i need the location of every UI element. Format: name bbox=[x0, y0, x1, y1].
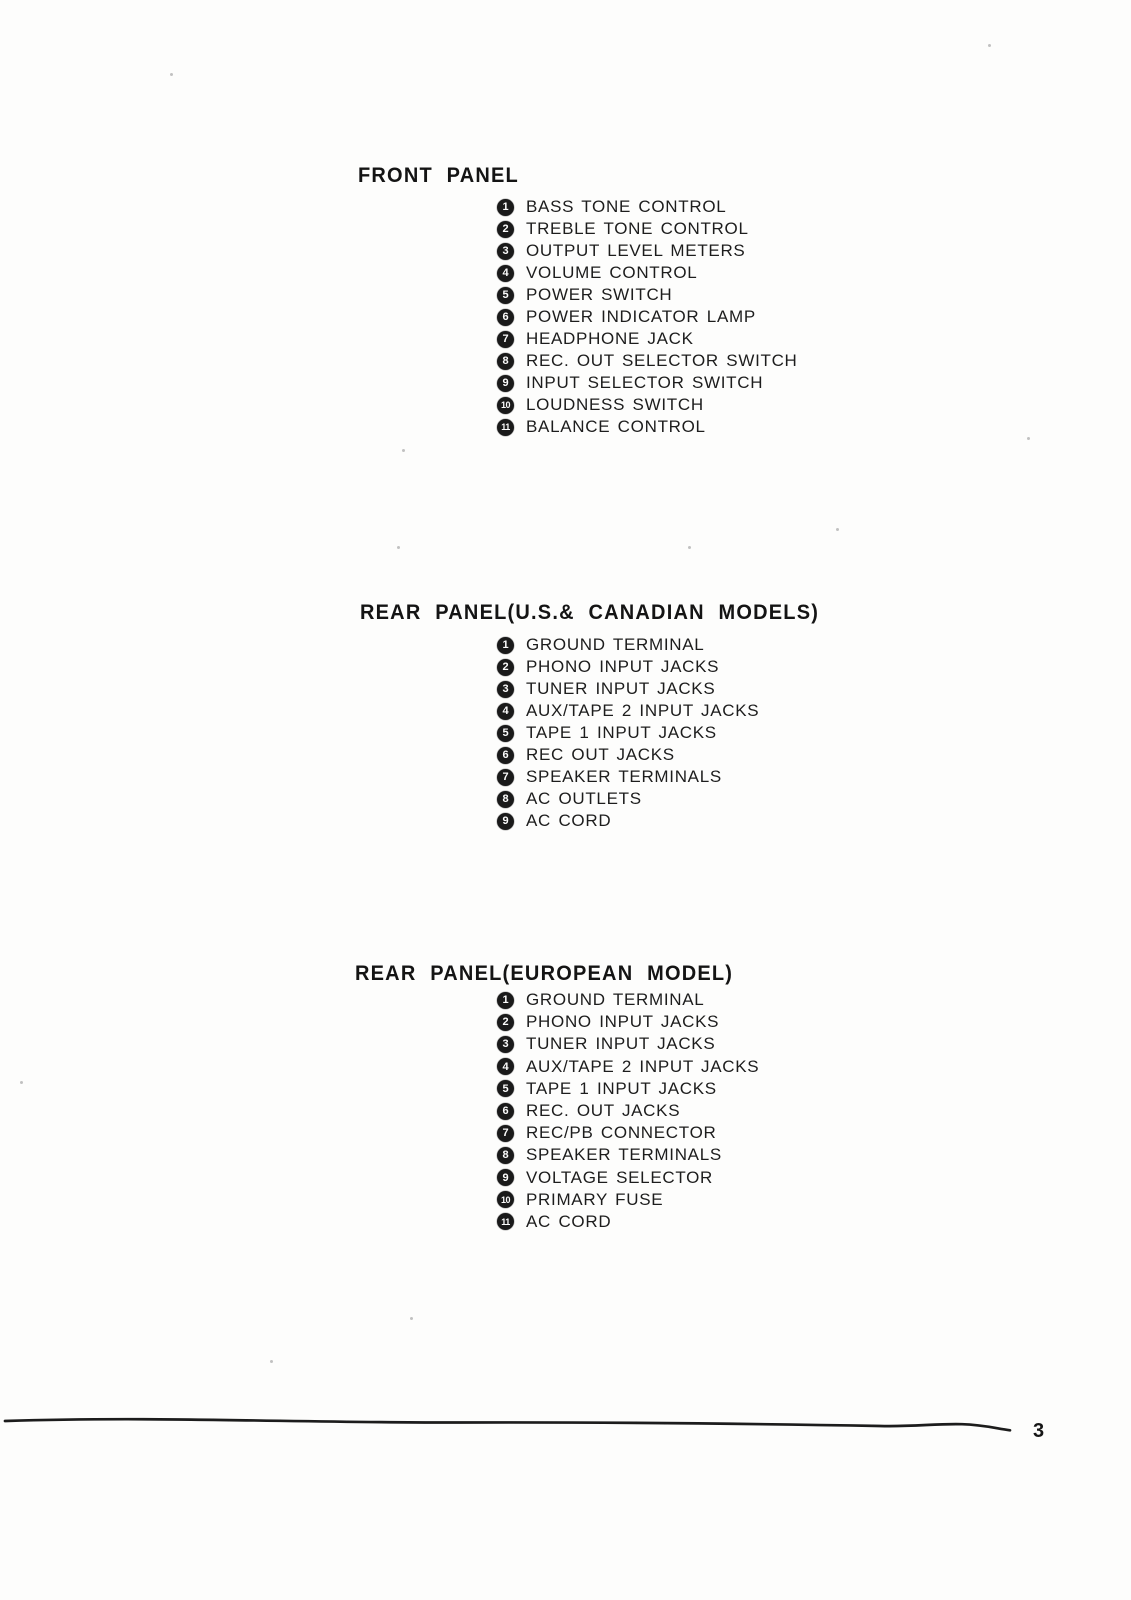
list-item bbox=[497, 788, 759, 810]
item-number-badge: 5 bbox=[497, 725, 514, 742]
item-label: REC/PB CONNECTOR bbox=[526, 1123, 717, 1143]
item-number-badge: 9 bbox=[497, 1169, 514, 1186]
item-label: VOLUME CONTROL bbox=[526, 263, 698, 282]
item-number-badge: 10 bbox=[497, 397, 514, 414]
rear-panel-european-title: REAR PANEL(EUROPEAN MODEL) bbox=[355, 962, 734, 986]
item-number-badge: 8 bbox=[497, 791, 514, 808]
list-item bbox=[497, 989, 759, 1011]
scan-speck bbox=[836, 528, 839, 531]
rear-panel-european-list bbox=[497, 989, 759, 1233]
item-label: SPEAKER TERMINALS bbox=[526, 767, 722, 786]
list-item bbox=[497, 196, 798, 218]
list-item bbox=[497, 766, 759, 788]
item-label: VOLTAGE SELECTOR bbox=[526, 1167, 714, 1187]
item-label: AUX/TAPE 2 INPUT JACKS bbox=[526, 1056, 760, 1076]
list-item bbox=[497, 328, 798, 350]
item-number-badge: 6 bbox=[497, 309, 514, 326]
scan-speck bbox=[1027, 437, 1030, 440]
item-label: INPUT SELECTOR SWITCH bbox=[526, 373, 764, 392]
scan-speck bbox=[270, 1360, 273, 1363]
item-number-badge: 6 bbox=[497, 1103, 514, 1120]
list-item bbox=[497, 700, 759, 722]
list-item bbox=[497, 634, 759, 656]
list-item bbox=[497, 678, 759, 700]
list-item bbox=[497, 1056, 759, 1078]
item-number-badge: 4 bbox=[497, 703, 514, 720]
front-panel-list bbox=[497, 196, 798, 438]
item-label: POWER SWITCH bbox=[526, 285, 673, 304]
item-number-badge: 9 bbox=[497, 813, 514, 830]
list-item bbox=[497, 1144, 759, 1166]
item-number-badge: 11 bbox=[497, 419, 514, 436]
list-item bbox=[497, 1011, 759, 1033]
list-item bbox=[497, 1033, 759, 1055]
item-number-badge: 7 bbox=[497, 769, 514, 786]
list-item bbox=[497, 1189, 759, 1211]
item-label: AC CORD bbox=[526, 1211, 612, 1231]
list-item bbox=[497, 350, 798, 372]
item-number-badge: 4 bbox=[497, 1058, 514, 1075]
item-label: BASS TONE CONTROL bbox=[526, 197, 727, 216]
list-item bbox=[497, 306, 798, 328]
list-item bbox=[497, 1100, 759, 1122]
item-number-badge: 7 bbox=[497, 1125, 514, 1142]
item-number-badge: 10 bbox=[497, 1191, 514, 1208]
item-number-badge: 4 bbox=[497, 265, 514, 282]
list-item bbox=[497, 372, 798, 394]
item-label: PHONO INPUT JACKS bbox=[526, 1012, 720, 1032]
scan-speck bbox=[688, 546, 691, 549]
item-number-badge: 8 bbox=[497, 1147, 514, 1164]
page-number: 3 bbox=[1033, 1420, 1045, 1442]
rear-panel-us-canadian-title: REAR PANEL(U.S.& CANADIAN MODELS) bbox=[360, 601, 820, 625]
scan-speck bbox=[170, 73, 173, 76]
scan-speck bbox=[397, 546, 400, 549]
item-label: OUTPUT LEVEL METERS bbox=[526, 241, 746, 260]
item-number-badge: 7 bbox=[497, 331, 514, 348]
scan-speck bbox=[410, 1317, 413, 1320]
list-item bbox=[497, 416, 798, 438]
item-number-badge: 1 bbox=[497, 199, 514, 216]
item-number-badge: 11 bbox=[497, 1213, 514, 1230]
list-item bbox=[497, 1211, 759, 1233]
item-number-badge: 9 bbox=[497, 375, 514, 392]
item-label: HEADPHONE JACK bbox=[526, 329, 694, 348]
item-number-badge: 5 bbox=[497, 287, 514, 304]
item-label: GROUND TERMINAL bbox=[526, 635, 705, 654]
rear-panel-us-canadian-list bbox=[497, 634, 759, 832]
item-label: REC. OUT SELECTOR SWITCH bbox=[526, 351, 798, 370]
list-item bbox=[497, 1122, 759, 1144]
item-label: PRIMARY FUSE bbox=[526, 1189, 664, 1209]
item-label: LOUDNESS SWITCH bbox=[526, 395, 704, 414]
list-item bbox=[497, 744, 759, 766]
item-label: BALANCE CONTROL bbox=[526, 417, 706, 436]
item-label: AC OUTLETS bbox=[526, 789, 642, 808]
scan-speck bbox=[20, 1081, 23, 1084]
list-item bbox=[497, 394, 798, 416]
list-item bbox=[497, 262, 798, 284]
list-item bbox=[497, 656, 759, 678]
item-label: REC OUT JACKS bbox=[526, 745, 675, 764]
item-label: AC CORD bbox=[526, 811, 612, 830]
list-item bbox=[497, 722, 759, 744]
item-label: PHONO INPUT JACKS bbox=[526, 657, 720, 676]
scan-speck bbox=[402, 449, 405, 452]
item-number-badge: 3 bbox=[497, 681, 514, 698]
item-number-badge: 1 bbox=[497, 637, 514, 654]
item-number-badge: 2 bbox=[497, 221, 514, 238]
list-item bbox=[497, 1167, 759, 1189]
list-item bbox=[497, 284, 798, 306]
list-item bbox=[497, 240, 798, 262]
item-label: TUNER INPUT JACKS bbox=[526, 1034, 716, 1054]
footer-rule-line bbox=[0, 1408, 1131, 1442]
item-label: GROUND TERMINAL bbox=[526, 990, 705, 1010]
item-number-badge: 8 bbox=[497, 353, 514, 370]
item-number-badge: 2 bbox=[497, 1014, 514, 1031]
item-number-badge: 3 bbox=[497, 1036, 514, 1053]
list-item bbox=[497, 810, 759, 832]
item-number-badge: 3 bbox=[497, 243, 514, 260]
item-number-badge: 5 bbox=[497, 1080, 514, 1097]
list-item bbox=[497, 1078, 759, 1100]
item-label: AUX/TAPE 2 INPUT JACKS bbox=[526, 701, 760, 720]
item-label: TAPE 1 INPUT JACKS bbox=[526, 723, 717, 742]
item-label: POWER INDICATOR LAMP bbox=[526, 307, 756, 326]
item-label: SPEAKER TERMINALS bbox=[526, 1145, 722, 1165]
item-label: TUNER INPUT JACKS bbox=[526, 679, 716, 698]
item-number-badge: 6 bbox=[497, 747, 514, 764]
scan-speck bbox=[988, 44, 991, 47]
front-panel-title: FRONT PANEL bbox=[358, 164, 519, 188]
item-label: TAPE 1 INPUT JACKS bbox=[526, 1078, 717, 1098]
list-item bbox=[497, 218, 798, 240]
item-label: TREBLE TONE CONTROL bbox=[526, 219, 749, 238]
item-number-badge: 1 bbox=[497, 992, 514, 1009]
item-label: REC. OUT JACKS bbox=[526, 1101, 681, 1121]
item-number-badge: 2 bbox=[497, 659, 514, 676]
